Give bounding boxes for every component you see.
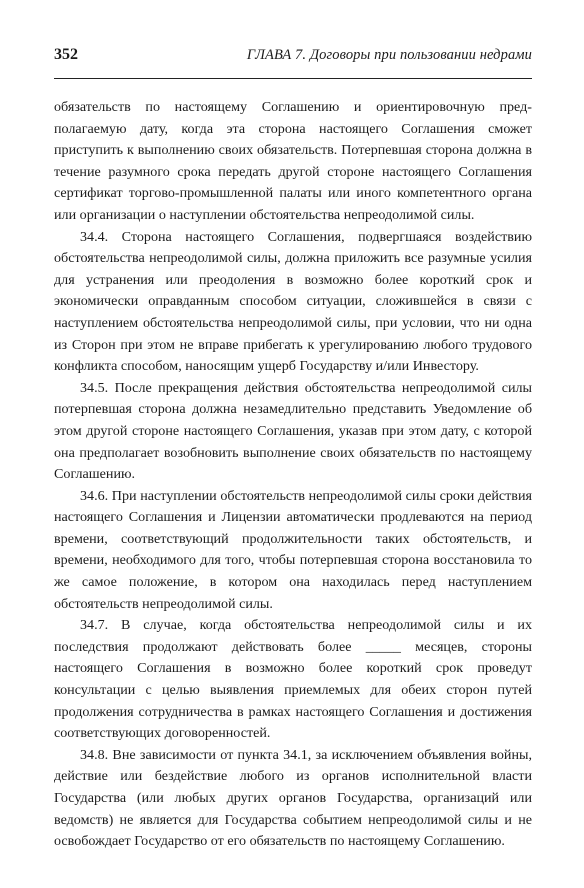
paragraph-34-6: 34.6. При наступлении обстоятельств непреодолимой силы сроки действия настоящего Соглашения и Лицензии автоматически продлеваются на период времени, соответствующий продолжительности таких обстоятельств, и времени, необходимого для того, чтобы потерпевшая сторона восстановила то же самое положение, в котором она находилась перед наступлением обстоятельств непреодолимой силы. bbox=[54, 487, 532, 612]
page-header bbox=[54, 46, 532, 79]
paragraph-34-5: 34.5. После прекращения действия обстоятельства непреодолимой силы потерпевшая сторона должна незамедлительно представить Уведомление об этом другой стороне настоящего Соглашения, указав при этом дату, с которой она предполагает возобновить выполнение своих обязательств по настоящему Соглашению. bbox=[54, 379, 532, 483]
paragraph-continuation: обязательств по настоящему Соглашению и ориентировочную предполагаемую дату, когда эта сторона настоящего Соглашения сможет приступить к выполнению своих обязательств. Потерпевшая сторона должна в течение разумного срока передать другой стороне настоящего Соглашения сертификат торгово-промышленной палаты или иного компетентного органа или организации о наступлении обстоятельства непреодолимой силы. bbox=[54, 99, 532, 223]
running-head: ГЛАВА 7. Договоры при пользовании недрами bbox=[246, 47, 532, 63]
book-page bbox=[54, 46, 532, 853]
paragraph-34-8: 34.8. Вне зависимости от пункта 34.1, за исключением объявления войны, действие или бездействие любого из органов исполнительной власти Государства (или любых других органов Государства, организаций или ведомств) не является для Государства событием непреодолимой силы и не освобождает Государство от его обязательств по настоящему Соглашению. bbox=[54, 746, 532, 850]
paragraph-34-7: 34.7. В случае, когда обстоятельства непреодолимой силы и их последствия продолжают действовать более _____ месяцев, стороны настоящего Соглашения в возможно более короткий срок проведут консультации с целью выявления приемлемых для обеих сторон путей продолжения сотрудничества в рамках настоящего Соглашения и достижения соответствующих договоренностей. bbox=[54, 617, 532, 742]
paragraph-34-4: 34.4. Сторона настоящего Соглашения, подвергшаяся воздействию обстоятельства непреодолимой силы, должна приложить все разумные усилия для устранения или преодоления в возможно более короткий срок и экономически оправданным способом ситуации, сложившейся в связи с наступлением обстоятельства непреодолимой силы, при условии, что ни одна из Сторон при этом не вправе прибегать к урегулированию любого трудового конфликта способом, наносящим ущерб Государству и/или Инвестору. bbox=[54, 228, 532, 375]
page-number: 352 bbox=[54, 46, 78, 63]
page-body bbox=[54, 97, 532, 853]
